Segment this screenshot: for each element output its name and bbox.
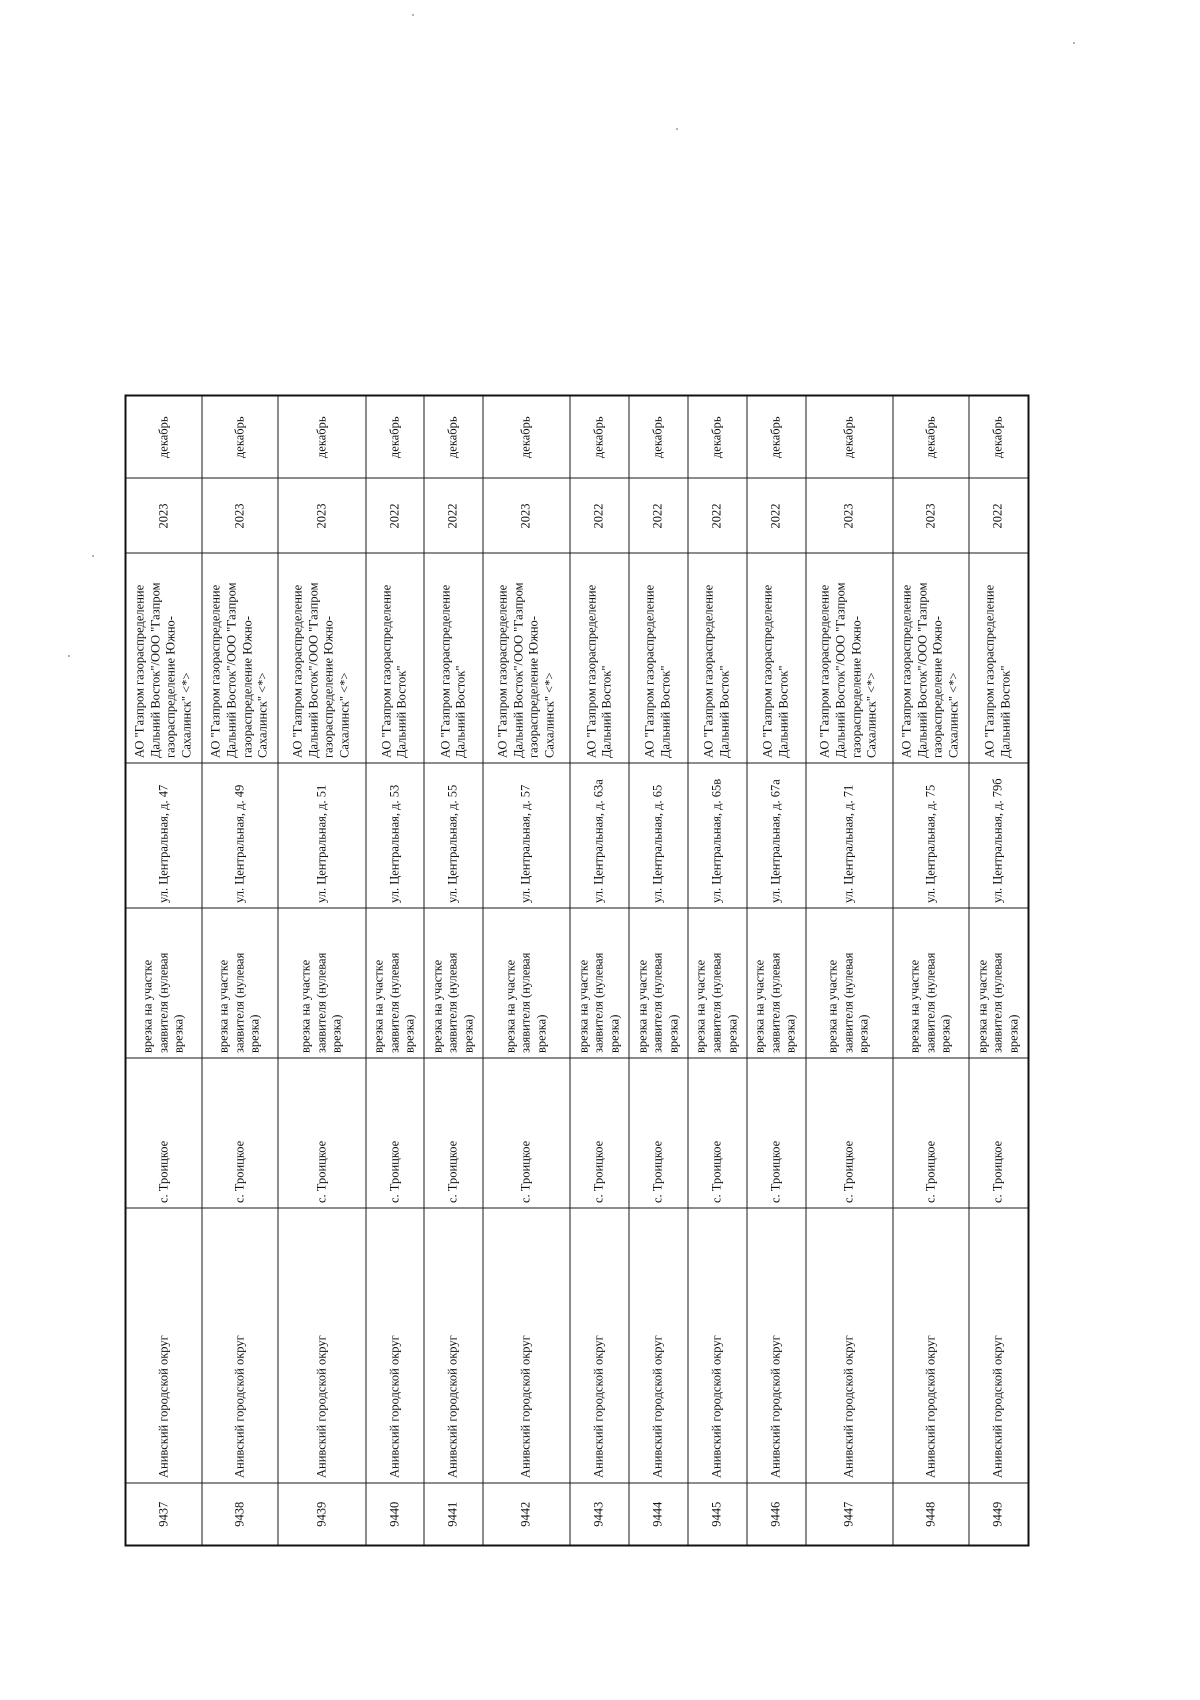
year-cell: 2022 [969,479,1028,554]
locality-cell: с. Троицкое [278,1059,365,1209]
connection-type-cell: врезка на участке заявителя (нулевая врезка) [969,909,1028,1059]
locality-cell: с. Троицкое [806,1059,893,1209]
year-cell: 2023 [806,479,893,554]
year-cell: 2022 [366,479,425,554]
year-cell: 2023 [126,479,202,554]
year-cell: 2023 [202,479,278,554]
operator-cell: АО "Газпром газораспределение Дальний Восток"/ООО "Газпром газораспределение Южно-Сахалинск" <*> [202,554,278,764]
connection-type-cell: врезка на участке заявителя (нулевая врезка) [570,909,629,1059]
locality-cell: с. Троицкое [570,1059,629,1209]
operator-cell: АО "Газпром газораспределение Дальний Восток" [424,554,483,764]
connection-type-cell: врезка на участке заявителя (нулевая врезка) [483,909,570,1059]
table-row [688,396,747,1546]
locality-cell: с. Троицкое [483,1059,570,1209]
year-cell: 2023 [893,479,969,554]
operator-cell: АО "Газпром газораспределение Дальний Восток"/ООО "Газпром газораспределение Южно-Сахалинск" <*> [483,554,570,764]
address-cell: ул. Центральная, д. 63а [570,764,629,909]
month-cell: декабрь [483,396,570,479]
year-cell: 2022 [570,479,629,554]
district-cell: Анивский городской округ [202,1209,278,1484]
operator-cell: АО "Газпром газораспределение Дальний Восток" [629,554,688,764]
month-cell: декабрь [126,396,202,479]
district-cell: Анивский городской округ [969,1209,1028,1484]
address-cell: ул. Центральная, д. 79б [969,764,1028,909]
table-row [893,396,969,1546]
district-cell: Анивский городской округ [806,1209,893,1484]
address-cell: ул. Центральная, д. 67а [747,764,806,909]
operator-cell: АО "Газпром газораспределение Дальний Восток"/ООО "Газпром газораспределение Южно-Сахалинск" <*> [126,554,202,764]
month-cell: декабрь [278,396,365,479]
year-cell: 2023 [483,479,570,554]
table-row [126,396,202,1546]
district-cell: Анивский городской округ [629,1209,688,1484]
connection-type-cell: врезка на участке заявителя (нулевая врезка) [629,909,688,1059]
district-cell: Анивский городской округ [424,1209,483,1484]
table-row [278,396,365,1546]
row-number-cell: 9440 [366,1484,425,1546]
table-row [629,396,688,1546]
address-cell: ул. Центральная, д. 65 [629,764,688,909]
connection-type-cell: врезка на участке заявителя (нулевая врезка) [688,909,747,1059]
district-cell: Анивский городской округ [747,1209,806,1484]
address-cell: ул. Центральная, д. 49 [202,764,278,909]
district-cell: Анивский городской округ [483,1209,570,1484]
table-row [483,396,570,1546]
address-cell: ул. Центральная, д. 75 [893,764,969,909]
row-number-cell: 9447 [806,1484,893,1546]
month-cell: декабрь [366,396,425,479]
row-number-cell: 9448 [893,1484,969,1546]
row-number-cell: 9444 [629,1484,688,1546]
table-row [366,396,425,1546]
scan-speck [1073,42,1075,44]
locality-cell: с. Троицкое [893,1059,969,1209]
month-cell: декабрь [629,396,688,479]
month-cell: декабрь [893,396,969,479]
address-cell: ул. Центральная, д. 55 [424,764,483,909]
month-cell: декабрь [688,396,747,479]
year-cell: 2022 [629,479,688,554]
scan-speck [68,655,70,657]
connection-type-cell: врезка на участке заявителя (нулевая врезка) [202,909,278,1059]
month-cell: декабрь [570,396,629,479]
year-cell: 2022 [688,479,747,554]
connection-type-cell: врезка на участке заявителя (нулевая врезка) [278,909,365,1059]
connection-type-cell: врезка на участке заявителя (нулевая врезка) [806,909,893,1059]
address-cell: ул. Центральная, д. 47 [126,764,202,909]
rotated-table-wrapper [125,397,1030,1547]
district-cell: Анивский городской округ [126,1209,202,1484]
district-cell: Анивский городской округ [366,1209,425,1484]
operator-cell: АО "Газпром газораспределение Дальний Восток" [366,554,425,764]
connection-type-cell: врезка на участке заявителя (нулевая врезка) [126,909,202,1059]
operator-cell: АО "Газпром газораспределение Дальний Восток"/ООО "Газпром газораспределение Южно-Сахалинск" <*> [893,554,969,764]
row-number-cell: 9446 [747,1484,806,1546]
row-number-cell: 9439 [278,1484,365,1546]
connection-type-cell: врезка на участке заявителя (нулевая врезка) [424,909,483,1059]
locality-cell: с. Троицкое [424,1059,483,1209]
table-row [424,396,483,1546]
connection-type-cell: врезка на участке заявителя (нулевая врезка) [893,909,969,1059]
row-number-cell: 9438 [202,1484,278,1546]
month-cell: декабрь [747,396,806,479]
operator-cell: АО "Газпром газораспределение Дальний Восток" [969,554,1028,764]
operator-cell: АО "Газпром газораспределение Дальний Восток"/ООО "Газпром газораспределение Южно-Сахалинск" <*> [278,554,365,764]
row-number-cell: 9449 [969,1484,1028,1546]
table-row [969,396,1028,1546]
month-cell: декабрь [424,396,483,479]
operator-cell: АО "Газпром газораспределение Дальний Восток" [747,554,806,764]
row-number-cell: 9442 [483,1484,570,1546]
scan-speck [92,555,94,557]
row-number-cell: 9443 [570,1484,629,1546]
month-cell: декабрь [969,396,1028,479]
table-row [806,396,893,1546]
connection-type-cell: врезка на участке заявителя (нулевая врезка) [366,909,425,1059]
month-cell: декабрь [202,396,278,479]
gasification-schedule-table [125,395,1030,1547]
operator-cell: АО "Газпром газораспределение Дальний Восток" [570,554,629,764]
year-cell: 2023 [278,479,365,554]
address-cell: ул. Центральная, д. 57 [483,764,570,909]
locality-cell: с. Троицкое [629,1059,688,1209]
address-cell: ул. Центральная, д. 65в [688,764,747,909]
district-cell: Анивский городской округ [893,1209,969,1484]
row-number-cell: 9441 [424,1484,483,1546]
address-cell: ул. Центральная, д. 71 [806,764,893,909]
locality-cell: с. Троицкое [126,1059,202,1209]
locality-cell: с. Троицкое [688,1059,747,1209]
table-row [202,396,278,1546]
table-row [570,396,629,1546]
table-row [747,396,806,1546]
year-cell: 2022 [424,479,483,554]
district-cell: Анивский городской округ [688,1209,747,1484]
locality-cell: с. Троицкое [747,1059,806,1209]
district-cell: Анивский городской округ [278,1209,365,1484]
scan-speck [676,128,678,130]
locality-cell: с. Троицкое [969,1059,1028,1209]
row-number-cell: 9437 [126,1484,202,1546]
address-cell: ул. Центральная, д. 51 [278,764,365,909]
scan-speck [412,14,414,16]
row-number-cell: 9445 [688,1484,747,1546]
operator-cell: АО "Газпром газораспределение Дальний Восток"/ООО "Газпром газораспределение Южно-Сахалинск" <*> [806,554,893,764]
district-cell: Анивский городской округ [570,1209,629,1484]
connection-type-cell: врезка на участке заявителя (нулевая врезка) [747,909,806,1059]
locality-cell: с. Троицкое [202,1059,278,1209]
locality-cell: с. Троицкое [366,1059,425,1209]
address-cell: ул. Центральная, д. 53 [366,764,425,909]
year-cell: 2022 [747,479,806,554]
operator-cell: АО "Газпром газораспределение Дальний Восток" [688,554,747,764]
month-cell: декабрь [806,396,893,479]
